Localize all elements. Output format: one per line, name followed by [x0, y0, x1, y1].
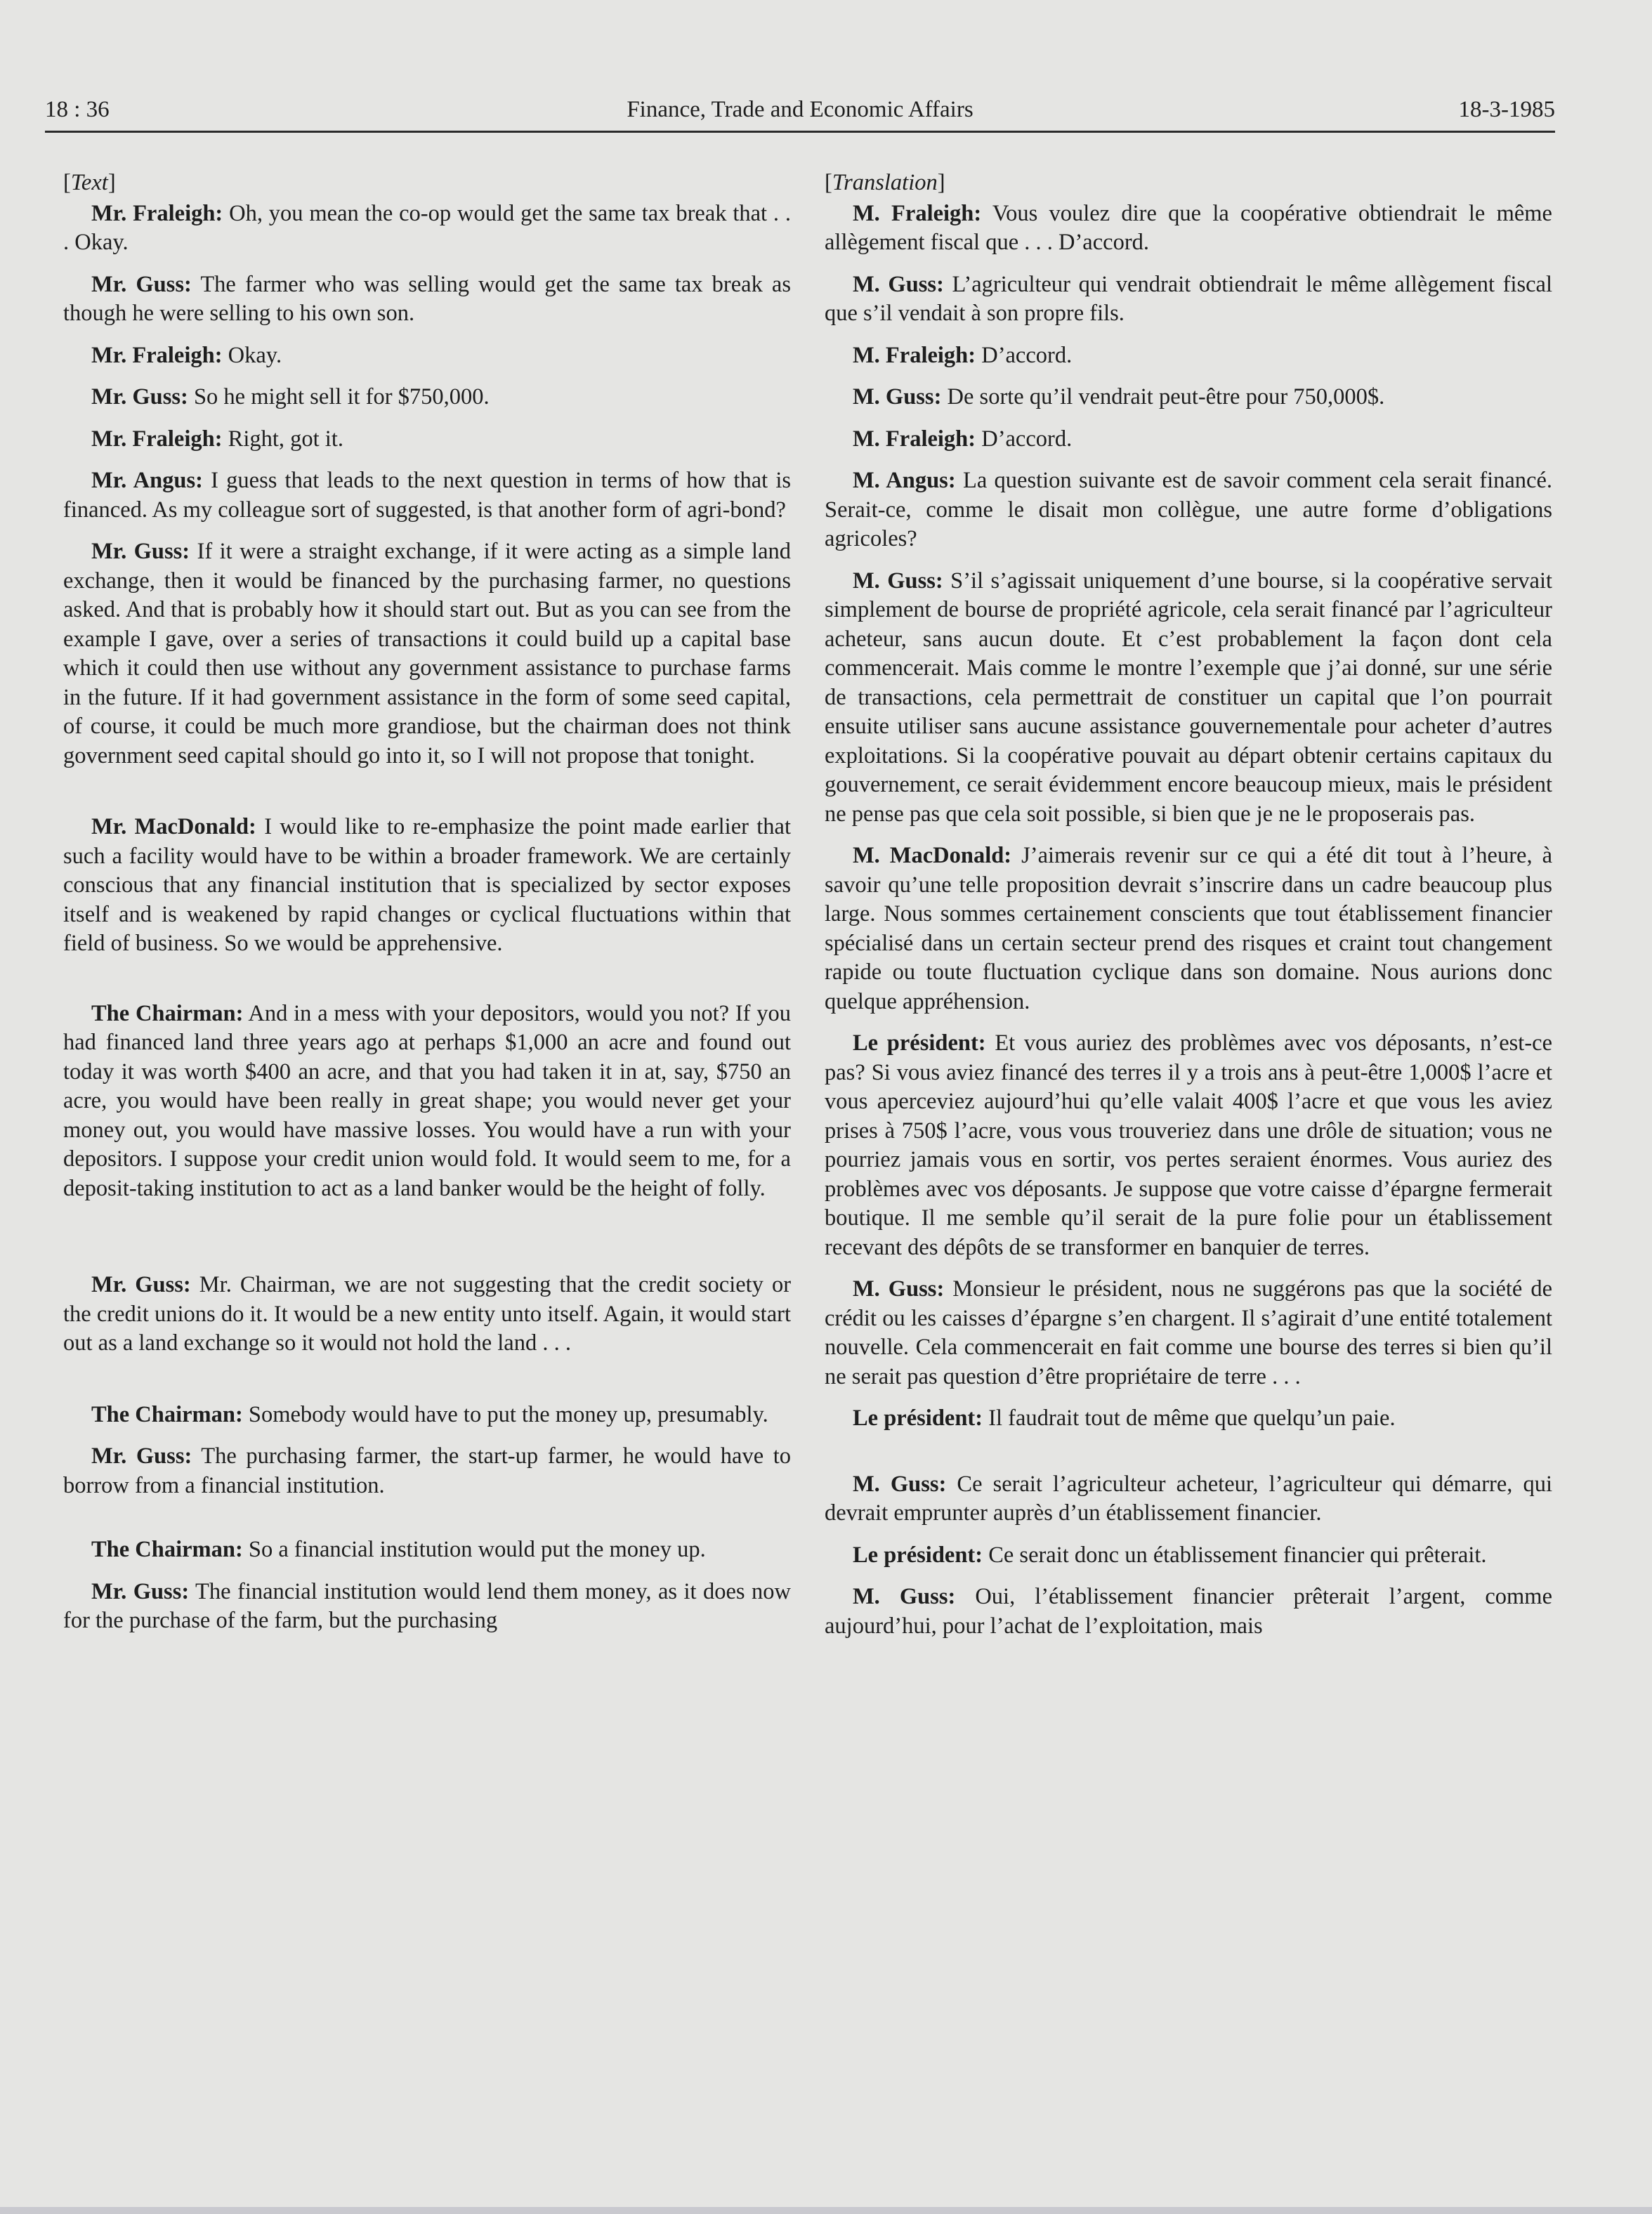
paragraph: The Chairman: Somebody would have to put the money up, presumably.: [91, 1401, 768, 1427]
speaker: M. MacDonald:: [853, 843, 1012, 868]
speaker: M. Guss:: [853, 271, 944, 297]
paragraph: Mr. Guss: Mr. Chairman, we are not suggesting that the credit society or the credit unions do it. It would be a new entity unto itself. Again, it would start out as a land exchange so it would not hold the land . . .: [63, 1272, 792, 1356]
running-title: Finance, Trade and Economic Affairs: [627, 97, 973, 122]
paragraph: M. Guss: S’il s’agissait uniquement d’une bourse, si la coopérative servait simplement de bourse de propriété agricole, cela serait financé par l’agriculteur acheteur, sans aucun doute. Et c’est probablement la façon dont cela commencerait. Mais comme le montre l’exemple que j’ai donné, sur une série de transactions, cela permettrait de constituer un capital que l’on pourrait ensuite utiliser sans aucune assistance gouvernementale pour acheter d’autres exploitations. Si la coopérative pouvait au départ obtenir certains capitaux du gouvernement, ce serait évidemment encore beaucoup mieux, mais le président ne pense pas que cela soit possible, si bien que je ne le proposerais pas.: [825, 568, 1553, 827]
paragraph: Mr. Fraleigh: Okay.: [91, 342, 282, 368]
french-column: [825, 169, 1552, 1641]
paragraph: Mr. Fraleigh: Oh, you mean the co-op would get the same tax break that . . . Okay.: [63, 200, 791, 255]
paragraph: M. MacDonald: J’aimerais revenir sur ce qui a été dit tout à l’heure, à savoir qu’une telle proposition devrait s’inscrire dans un cadre beaucoup plus large. Nous sommes certainement conscients que tout établissement financier spécialisé dans un certain secteur prend des risques et craint tout changement rapide ou toute fluctuation cyclique dans son domaine. Nous aurions donc quelque appréhension.: [825, 843, 1553, 1014]
speaker: The Chairman:: [91, 1537, 243, 1562]
speaker: The Chairman:: [91, 1401, 243, 1427]
speaker: Mr. Fraleigh:: [91, 200, 223, 226]
speaker: M. Fraleigh:: [853, 342, 976, 368]
paragraph: Mr. Angus: I guess that leads to the next question in terms of how that is financed. As my colleague sort of suggested, is that another form of agri-bond?: [63, 468, 791, 523]
column-label: [Text]: [63, 170, 116, 195]
speaker: Le président:: [853, 1542, 983, 1568]
speaker: Mr. Guss:: [91, 384, 188, 410]
paragraph: Le président: Et vous auriez des problèmes avec vos déposants, n’est-ce pas? Si vous aviez financé des terres il y a trois ans à peut-être 1,000$ l’acre et vous aperceviez aujourd’hui qu’elle valait 400$ l’acre et que vous les aviez prises à 750$ l’acre, vous vous trouveriez dans une drôle de situation; vous ne pourriez jamais vous en sortir, vos pertes seraient énormes. Vous auriez des problèmes avec vos déposants. Je suppose que votre caisse d’épargne fermerait boutique. Il me semble qu’il serait de la pure folie pour un établissement recevant des dépôts de se transformer en banquier de terres.: [825, 1030, 1552, 1260]
speaker: Mr. Fraleigh:: [91, 342, 223, 368]
paragraph: M. Guss: Oui, l’établissement financier prêterait l’argent, comme aujourd’hui, pour l’achat de l’exploitation, mais: [825, 1584, 1552, 1639]
paragraph: Mr. Guss: If it were a straight exchange, if it were acting as a simple land exchange, then it would be financed by the purchasing farmer, no questions asked. And that is probably how it should start out. But as you can see from the example I gave, over a series of transactions it could build up a capital base which it could then use without any government assistance to purchase farms in the future. If it had government assistance in the form of some seed capital, of course, it could be much more grandiose, but the chairman does not think government seed capital should go into it, so I will not propose that tonight.: [63, 539, 792, 768]
paragraph: The Chairman: So a financial institution would put the money up.: [91, 1537, 706, 1562]
page-header: [45, 94, 1555, 133]
speaker: M. Guss:: [853, 1471, 947, 1497]
speaker: Mr. Angus:: [91, 468, 203, 493]
speaker: M. Guss:: [853, 568, 943, 594]
english-column: [63, 169, 791, 1636]
paragraph: M. Fraleigh: D’accord.: [853, 342, 1073, 368]
page-date: 18-3-1985: [1458, 97, 1555, 122]
speaker: The Chairman:: [91, 1000, 244, 1026]
paragraph: M. Guss: De sorte qu’il vendrait peut-être pour 750,000$.: [853, 384, 1385, 410]
speaker: Mr. MacDonald:: [91, 814, 256, 839]
paragraph: Mr. MacDonald: I would like to re-emphasize the point made earlier that such a facility would have to be within a broader framework. We are certainly conscious that any financial institution that is specialized by sector exposes itself and is weakened by rapid changes or cyclical fluctuations within that field of business. So we would be apprehensive.: [63, 814, 792, 956]
speaker: Mr. Guss:: [91, 1578, 190, 1604]
paragraph: Mr. Guss: The farmer who was selling would get the same tax break as though he were selling to his own son.: [63, 271, 792, 326]
paragraph: M. Guss: L’agriculteur qui vendrait obtiendrait le même allègement fiscal que s’il vendait à son propre fils.: [825, 271, 1552, 326]
paragraph: Mr. Guss: The financial institution would lend them money, as it does now for the purchase of the farm, but the purchasing: [63, 1578, 791, 1633]
speaker: Le président:: [853, 1030, 986, 1056]
page-number: 18 : 36: [45, 97, 110, 122]
speaker: Mr. Guss:: [91, 1443, 192, 1469]
speaker: M. Guss:: [853, 1584, 956, 1609]
paragraph: Le président: Il faudrait tout de même que quelqu’un paie.: [853, 1406, 1396, 1431]
paragraph: M. Fraleigh: Vous voulez dire que la coopérative obtiendrait le même allègement fiscal que . . . D’accord.: [825, 200, 1552, 255]
speaker: Mr. Fraleigh:: [91, 426, 223, 452]
speaker: M. Guss:: [853, 384, 942, 410]
paragraph: Mr. Fraleigh: Right, got it.: [91, 426, 343, 452]
speaker: Mr. Guss:: [91, 271, 192, 297]
paragraph: Mr. Guss: The purchasing farmer, the start-up farmer, he would have to borrow from a financial institution.: [63, 1443, 791, 1498]
speaker: Le président:: [853, 1406, 983, 1431]
paragraph: M. Fraleigh: D’accord.: [853, 426, 1073, 452]
paragraph: Mr. Guss: So he might sell it for $750,000.: [91, 384, 490, 410]
speaker: M. Fraleigh:: [853, 426, 976, 452]
speaker: M. Angus:: [853, 468, 956, 493]
paragraph: M. Guss: Monsieur le président, nous ne suggérons pas que la société de crédit ou les caisses d’épargne s’en chargent. Il s’agirait d’une entité totalement nouvelle. Cela commencerait en fait comme une bourse des terres si bien qu’il ne serait pas question d’être propriétaire de terre . . .: [825, 1276, 1552, 1389]
paragraph: Le président: Ce serait donc un établissement financier qui prêterait.: [853, 1542, 1487, 1568]
paragraph: The Chairman: And in a mess with your depositors, would you not? If you had financed land three years ago at perhaps $1,000 an acre and found out today it was worth $400 an acre, and that you had taken it in at, say, $750 an acre, you would have been really in great shape; you would never get your money out, you would have massive losses. You would have a run with your depositors. I suppose your credit union would fold. It would seem to me, for a deposit-taking institution to act as a land banker would be the height of folly.: [63, 1000, 791, 1201]
speaker: M. Guss:: [853, 1276, 945, 1302]
scan-edge: [0, 2207, 1652, 2214]
speaker: Mr. Guss:: [91, 1272, 191, 1297]
speaker: M. Fraleigh:: [853, 200, 982, 226]
paragraph: M. Guss: Ce serait l’agriculteur acheteur, l’agriculteur qui démarre, qui devrait emprunter auprès d’un établissement financier.: [825, 1471, 1553, 1526]
paragraph: M. Angus: La question suivante est de savoir comment cela serait financé. Serait-ce, comme le disait mon collègue, une autre forme d’obligations agricoles?: [825, 468, 1552, 551]
speaker: Mr. Guss:: [91, 539, 190, 564]
column-label: [Translation]: [825, 170, 945, 195]
